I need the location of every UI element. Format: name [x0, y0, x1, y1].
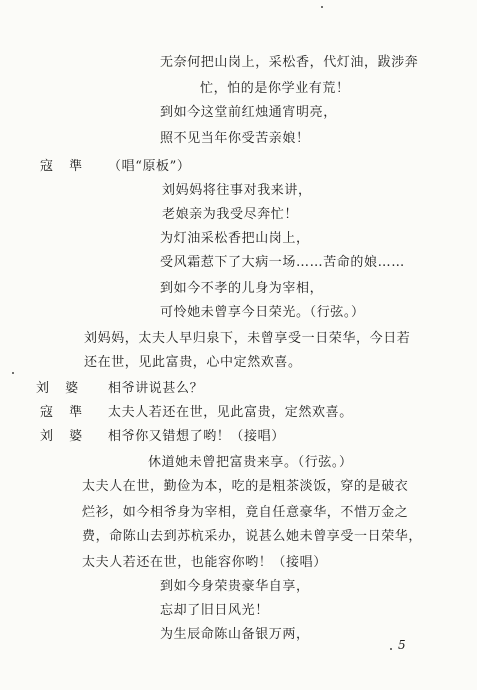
text-line: 到如今身荣贵豪华自享， — [160, 579, 310, 594]
text-line: 太夫人若还在世，也能容你哟！（接唱） — [82, 555, 327, 570]
print-speck — [321, 6, 323, 8]
text-line: 忘却了旧日风光！ — [160, 603, 269, 618]
text-line: 受风霜惹下了大病一场……苦命的娘…… — [160, 255, 405, 270]
print-speck — [12, 372, 14, 374]
text-line: 到如今不孝的儿身为宰相， — [160, 281, 324, 296]
speaker-label: 刘 婆 — [36, 381, 85, 396]
text-line: 刘妈妈将往事对我来讲， — [162, 183, 312, 198]
print-speck — [390, 648, 392, 650]
text-line: 休道她未曾把富贵来享。（行弦。） — [148, 455, 353, 470]
text-line: 刘妈妈，太夫人早归泉下，未曾享受一日荣华，今日若 — [84, 331, 411, 346]
text-line: 为灯油采松香把山岗上， — [160, 231, 310, 246]
dialogue-line: 相爷讲说甚么？ — [108, 381, 204, 396]
speaker-label: 刘 婆 — [40, 429, 89, 444]
text-line: 可怜她未曾享今日荣光。（行弦。） — [160, 305, 365, 320]
dialogue-line: 相爷你又错想了哟！（接唱） — [108, 429, 285, 444]
text-line: 照不见当年你受苦亲娘！ — [160, 131, 310, 146]
stage-direction: （唱“原板”） — [108, 159, 191, 174]
page-number: 5 — [398, 638, 406, 652]
speaker-label: 寇 準 — [40, 159, 89, 174]
text-line: 为生辰命陈山备银万两， — [160, 627, 310, 642]
text-line: 无奈何把山岗上，采松香，代灯油，跋涉奔 — [160, 55, 419, 70]
text-line: 烂衫，如今相爷身为宰相，竟自任意豪华，不惜万金之 — [82, 505, 409, 520]
text-line: 老娘亲为我受尽奔忙！ — [162, 207, 299, 222]
text-line: 太夫人在世，勤俭为本，吃的是粗茶淡饭，穿的是破衣 — [82, 479, 409, 494]
text-line: 到如今这堂前红烛通宵明亮， — [160, 105, 337, 120]
dialogue-line: 太夫人若还在世，见此富贵，定然欢喜。 — [108, 405, 353, 420]
text-line: 忙，怕的是你学业有荒！ — [200, 81, 350, 96]
speaker-label: 寇 準 — [40, 405, 89, 420]
text-line: 费，命陈山去到苏杭采办，说甚么她未曾享受一日荣华， — [82, 529, 423, 544]
text-line: 还在世，见此富贵，心中定然欢喜。 — [84, 355, 302, 370]
